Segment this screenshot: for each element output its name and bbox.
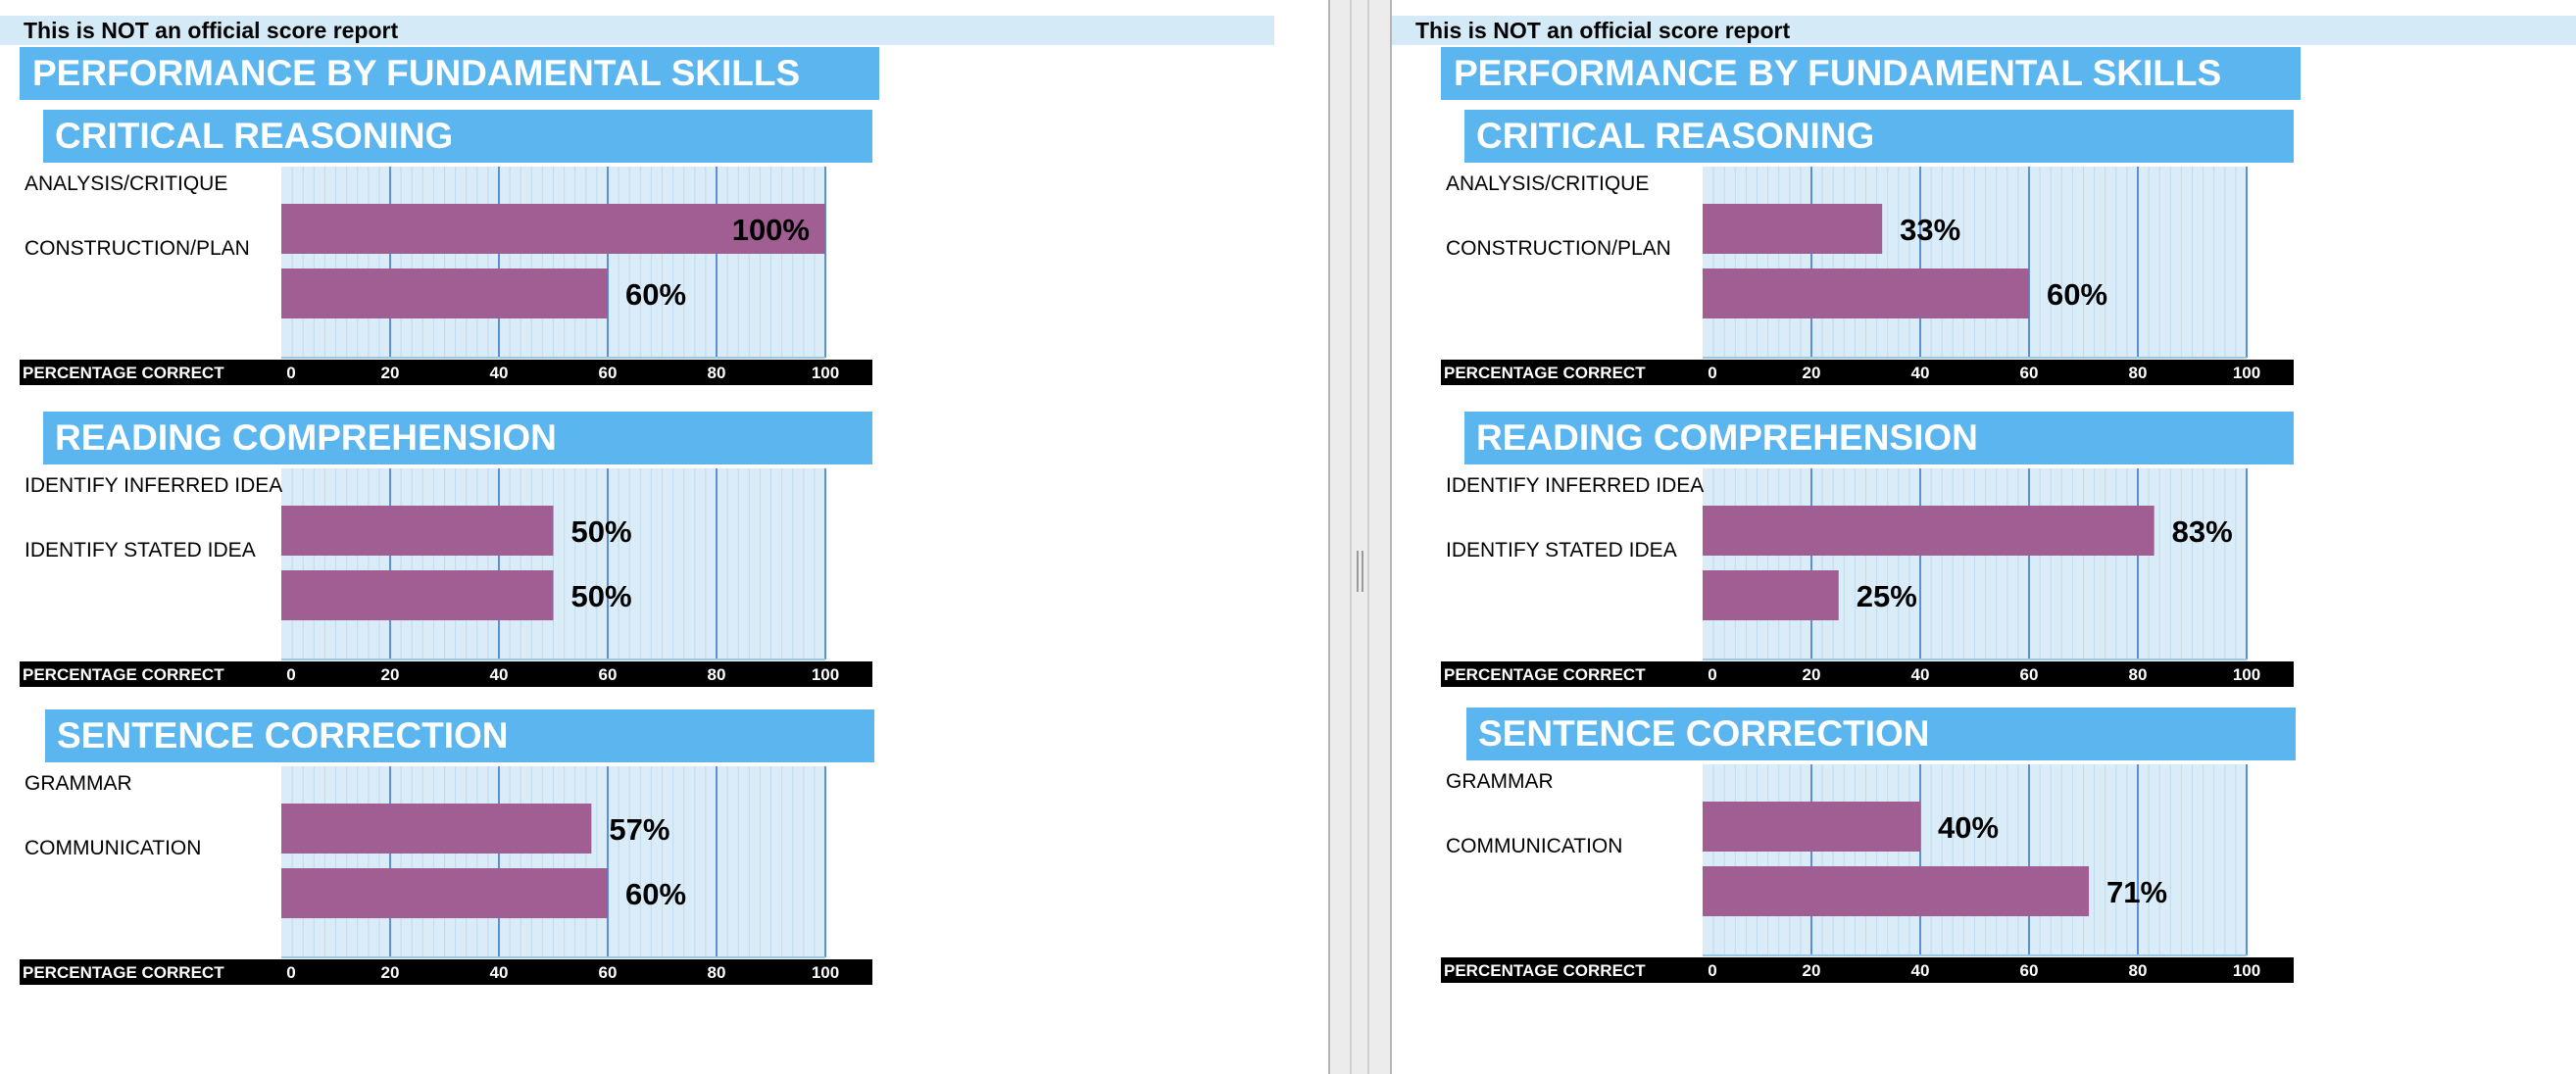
- percent-label: 40%: [1938, 810, 2000, 845]
- axis-tick-label: 100: [811, 665, 840, 684]
- axis-tick-label: 80: [707, 364, 726, 382]
- axis-tick-label: 60: [2019, 961, 2039, 980]
- axis-tick-label: 0: [1708, 665, 1717, 684]
- axis-tick-label: 40: [489, 665, 509, 684]
- axis-tick-label: 80: [2128, 665, 2148, 684]
- axis-tick-label: 20: [1802, 665, 1821, 684]
- axis-tick-label: 0: [286, 364, 296, 382]
- section-heading: SENTENCE CORRECTION: [45, 709, 874, 762]
- axis-tick-label: 0: [286, 665, 296, 684]
- axis-tick-label: 100: [2232, 665, 2261, 684]
- score-bar: [1703, 802, 1920, 852]
- skill-label: COMMUNICATION: [1446, 835, 1623, 857]
- percent-label: 100%: [731, 213, 810, 247]
- percent-label: 60%: [625, 277, 687, 312]
- percent-label: 57%: [609, 812, 670, 847]
- axis-tick-label: 40: [1910, 364, 1930, 382]
- axis-tick-label: 20: [380, 665, 400, 684]
- score-bar: [281, 868, 608, 918]
- percent-label: 50%: [570, 514, 632, 549]
- right-report-pane: [1392, 0, 2576, 1074]
- skill-chart: [1441, 110, 2304, 404]
- score-bar: [1703, 866, 2089, 916]
- skill-label: GRAMMAR: [1446, 770, 1554, 793]
- axis-tick-label: 80: [2128, 364, 2148, 382]
- percent-label: 25%: [1856, 579, 1917, 613]
- unofficial-notice: This is NOT an official score report: [0, 16, 1274, 45]
- axis-title: PERCENTAGE CORRECT: [1444, 665, 1646, 684]
- skill-label: CONSTRUCTION/PLAN: [25, 237, 250, 260]
- percent-label: 83%: [2171, 514, 2233, 549]
- axis-tick-label: 0: [286, 963, 296, 982]
- axis-tick-label: 0: [1708, 961, 1717, 980]
- axis-tick-label: 60: [598, 364, 618, 382]
- axis-title: PERCENTAGE CORRECT: [1444, 364, 1646, 382]
- percent-label: 50%: [570, 579, 632, 613]
- axis-tick-label: 60: [598, 665, 618, 684]
- percent-label: 71%: [2106, 875, 2168, 909]
- drag-handle-icon[interactable]: [1357, 551, 1363, 592]
- skill-label: ANALYSIS/CRITIQUE: [25, 172, 228, 195]
- axis-tick-label: 100: [2232, 961, 2261, 980]
- skill-label: IDENTIFY STATED IDEA: [25, 539, 256, 561]
- percent-label: 60%: [2047, 277, 2108, 312]
- skill-label: CONSTRUCTION/PLAN: [1446, 237, 1671, 260]
- section-heading: SENTENCE CORRECTION: [1466, 708, 2296, 760]
- score-bar: [281, 506, 554, 556]
- axis-tick-label: 80: [707, 963, 726, 982]
- split-view-divider[interactable]: [1328, 0, 1392, 1074]
- axis-title: PERCENTAGE CORRECT: [23, 665, 224, 684]
- axis-tick-label: 20: [380, 364, 400, 382]
- axis-tick-label: 40: [489, 364, 509, 382]
- skill-label: IDENTIFY INFERRED IDEA: [25, 474, 283, 497]
- skill-chart: [1441, 412, 2304, 706]
- skill-label: ANALYSIS/CRITIQUE: [1446, 172, 1650, 195]
- percent-label: 33%: [1900, 213, 1961, 247]
- section-heading: CRITICAL REASONING: [43, 110, 872, 163]
- score-bar: [281, 570, 554, 620]
- axis-tick-label: 20: [1802, 961, 1821, 980]
- skill-label: IDENTIFY INFERRED IDEA: [1446, 474, 1705, 497]
- unofficial-notice: This is NOT an official score report: [1392, 16, 2576, 45]
- axis-tick-label: 60: [2019, 364, 2039, 382]
- axis-tick-label: 20: [1802, 364, 1821, 382]
- axis-tick-label: 20: [380, 963, 400, 982]
- axis-tick-label: 40: [1910, 665, 1930, 684]
- axis-tick-label: 80: [2128, 961, 2148, 980]
- axis-title: PERCENTAGE CORRECT: [1444, 961, 1646, 980]
- skill-chart: [20, 412, 882, 706]
- axis-tick-label: 60: [2019, 665, 2039, 684]
- axis-tick-label: 100: [811, 364, 840, 382]
- section-heading: CRITICAL REASONING: [1464, 110, 2294, 163]
- axis-tick-label: 100: [2232, 364, 2261, 382]
- axis-tick-label: 40: [489, 963, 509, 982]
- axis-tick-label: 60: [598, 963, 618, 982]
- axis-tick-label: 100: [811, 963, 840, 982]
- skill-chart: [20, 110, 882, 404]
- section-heading: READING COMPREHENSION: [43, 412, 872, 464]
- score-bar: [1703, 204, 1882, 254]
- score-bar: [1703, 506, 2155, 556]
- axis-tick-label: 80: [707, 665, 726, 684]
- skill-chart: [1441, 708, 2304, 1001]
- axis-title: PERCENTAGE CORRECT: [23, 963, 224, 982]
- score-bar: [1703, 570, 1839, 620]
- score-bar: [281, 804, 591, 854]
- skill-label: COMMUNICATION: [25, 837, 202, 859]
- skill-label: IDENTIFY STATED IDEA: [1446, 539, 1677, 561]
- skill-label: GRAMMAR: [25, 772, 132, 795]
- score-bar: [281, 268, 608, 318]
- main-heading: PERFORMANCE BY FUNDAMENTAL SKILLS: [20, 47, 879, 100]
- axis-tick-label: 40: [1910, 961, 1930, 980]
- section-heading: READING COMPREHENSION: [1464, 412, 2294, 464]
- axis-title: PERCENTAGE CORRECT: [23, 364, 224, 382]
- axis-tick-label: 0: [1708, 364, 1717, 382]
- percent-label: 60%: [625, 877, 687, 911]
- skill-chart: [20, 709, 882, 1003]
- score-bar: [1703, 268, 2029, 318]
- main-heading: PERFORMANCE BY FUNDAMENTAL SKILLS: [1441, 47, 2301, 100]
